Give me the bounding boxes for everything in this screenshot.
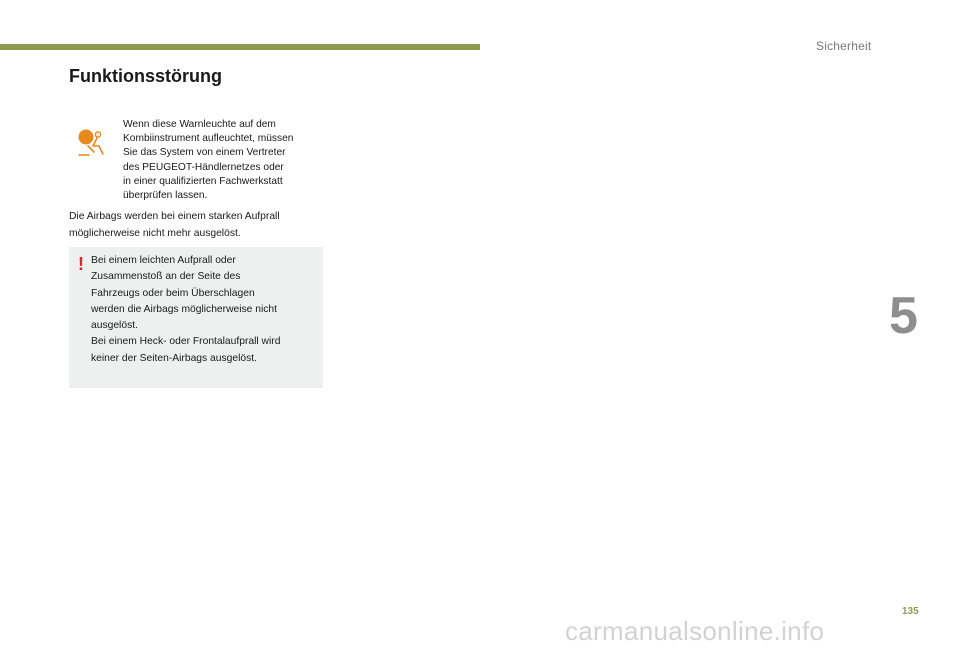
caution-note: [69, 247, 323, 388]
airbag-info-text: Die Airbags werden bei einem starken Aufprall möglicherweise nicht mehr ausgelöst.: [69, 211, 280, 239]
warning-light-text: Wenn diese Warnleuchte auf dem Kombiinstrument aufleuchtet, müssen Sie das System von einem Vertreter des PEUGEOT-Händlernetzes oder in einer qualifizierten Fachwerkstatt überprüfen lassen.: [123, 119, 294, 202]
header-accent-bar: [0, 44, 480, 50]
chapter-number: 5: [889, 287, 918, 345]
page-number: 135: [902, 606, 919, 617]
airbag-warning-icon: [77, 128, 107, 158]
exclamation-icon: !: [78, 254, 84, 274]
section-name: Sicherheit: [816, 39, 872, 53]
caution-note-text: Bei einem leichten Aufprall oder Zusammenstoß an der Seite des Fahrzeugs oder beim Überschlagen werden die Airbags möglicherweise nicht ausgelöst. Bei einem Heck- oder Frontalaufprall wird keiner der Seiten-Airbags ausgelöst.: [91, 255, 281, 364]
watermark: carmanualsonline.info: [565, 616, 825, 646]
page-title: Funktionsstörung: [69, 66, 222, 86]
